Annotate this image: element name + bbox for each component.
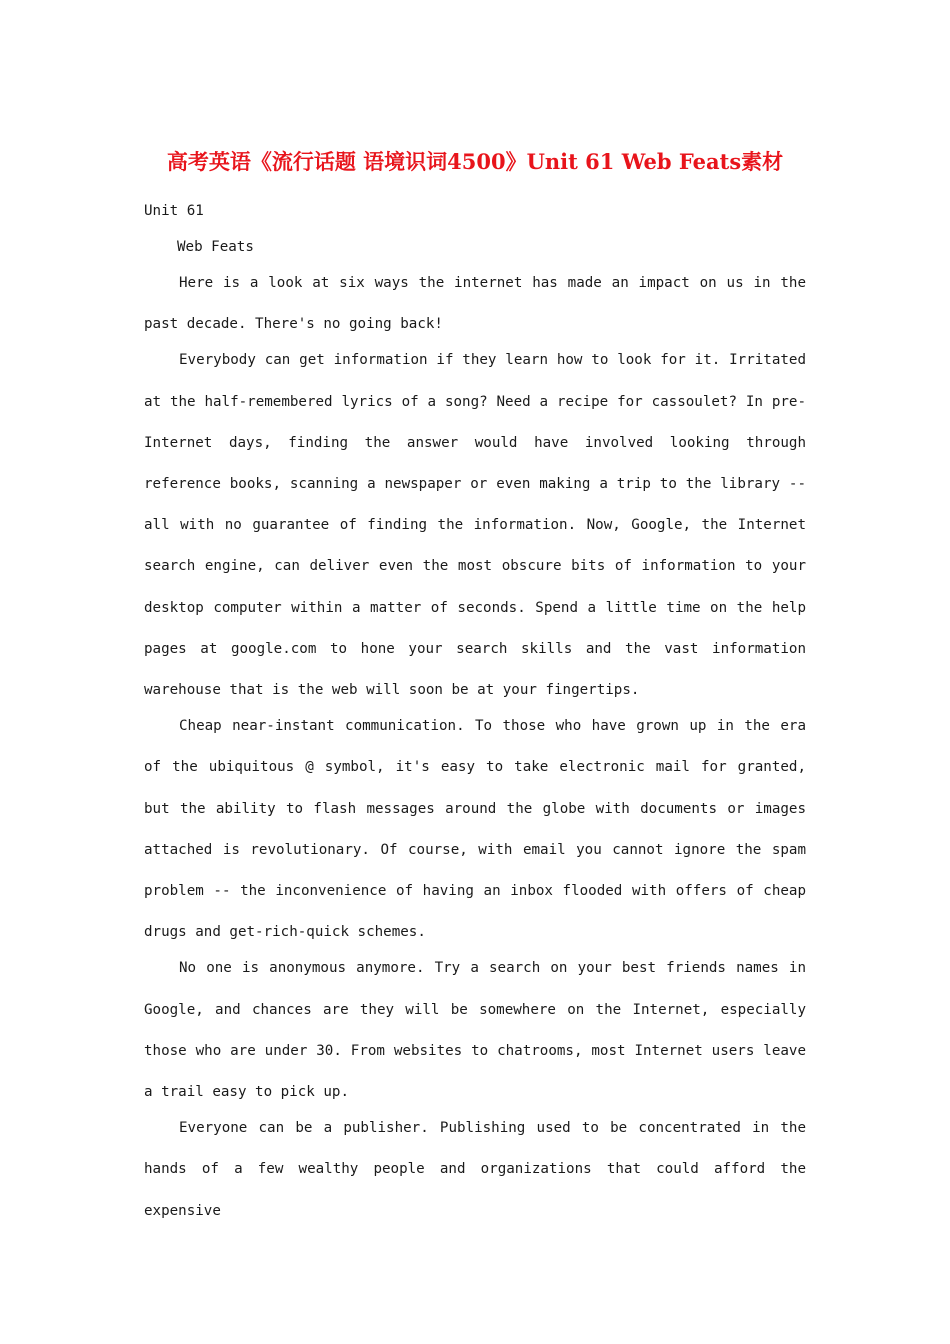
unit-label: Unit 61 [144,203,204,219]
paragraph: No one is anonymous anymore. Try a search on your best friends names in Google, and chances are they will be somewhere on the Internet, especially those who are under 30. From websites to chatrooms, most Internet users leave a trail easy to pick up. [144,960,806,1101]
document-title: 高考英语《流行话题 语境识词4500》Unit 61 Web Feats素材 [166,149,784,174]
article-subtitle: Web Feats [177,239,254,255]
paragraph: Cheap near-instant communication. To those who have grown up in the era of the ubiquitous @ symbol, it's easy to take electronic mail for granted, but the ability to flash messages around the globe with documents or images attached is revolutionary. Of course, with email you cannot ignore the spam problem -- the inconvenience of having an inbox flooded with offers of cheap drugs and get-rich-quick schemes. [144,718,806,941]
article-body [144,263,806,1232]
paragraph: Everybody can get information if they learn how to look for it. Irritated at the half-remembered lyrics of a song? Need a recipe for cassoulet? In pre-Internet days, finding the answer would have involved looking through reference books, scanning a newspaper or even making a trip to the library -- all with no guarantee of finding the information. Now, Google, the Internet search engine, can deliver even the most obscure bits of information to your desktop computer within a matter of seconds. Spend a little time on the help pages at google.com to hone your search skills and the vast information warehouse that is the web will soon be at your fingertips. [144,352,806,699]
paragraph: Everyone can be a publisher. Publishing used to be concentrated in the hands of a few wealthy people and organizations that could afford the expensive [144,1120,806,1219]
paragraph: Here is a look at six ways the internet has made an impact on us in the past decade. There's no going back! [144,275,806,333]
